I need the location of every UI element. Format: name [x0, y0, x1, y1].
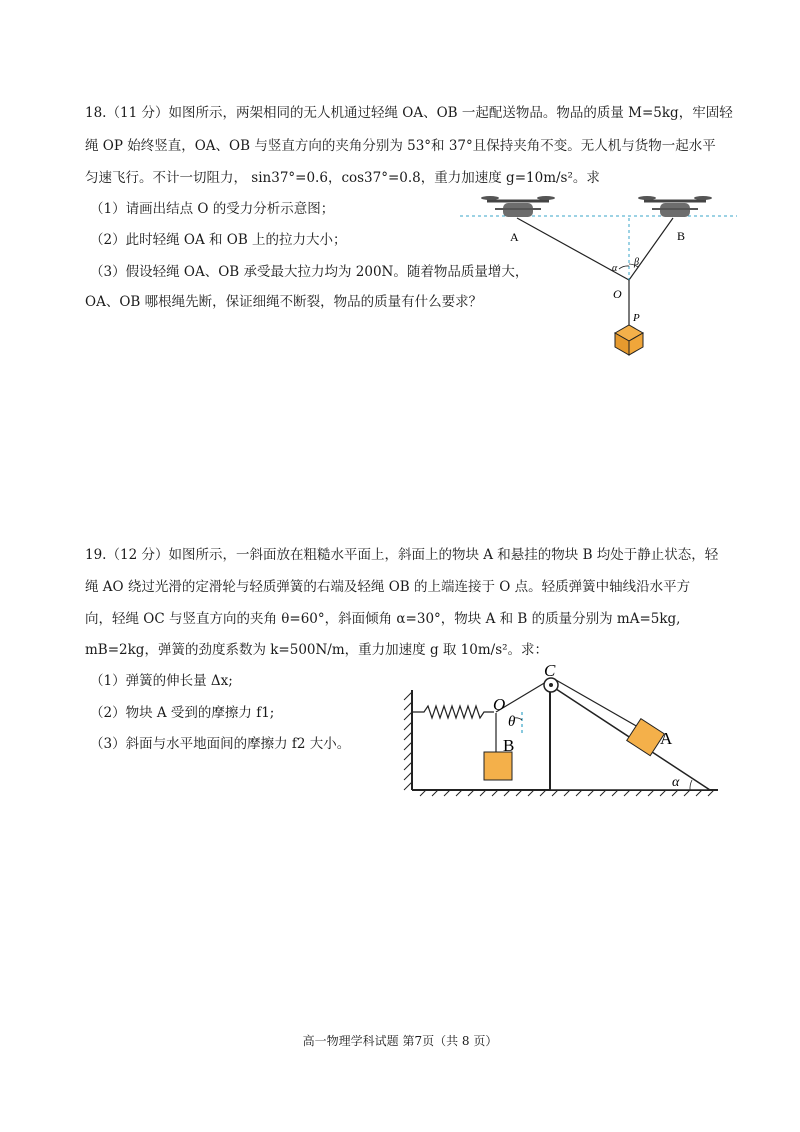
rope-ob	[629, 218, 673, 280]
q18-drone-figure	[455, 185, 745, 360]
q18-part-1: （1）请画出结点 O 的受力分析示意图；	[90, 201, 335, 217]
q18-points: （11 分）	[106, 105, 169, 121]
q18-part-3b: OA、OB 哪根绳先断，保证细绳不断裂，物品的质量有什么要求？	[85, 294, 483, 310]
q19-incline-figure	[400, 660, 725, 800]
label-alpha: α	[672, 775, 680, 790]
q18-line-3: 匀速飞行。不计一切阻力， sin37°=0.6，cos37°=0.8，重力加速度 g=10m/s²。求	[85, 170, 600, 186]
page-footer: 高一物理学科试题 第7页（共 8 页）	[302, 1034, 498, 1048]
q19-part-1: （1）弹簧的伸长量 Δx;	[90, 673, 233, 689]
q19-line-1	[85, 545, 718, 565]
drone-a-icon	[481, 196, 555, 217]
q18-part-3a: （3）假设轻绳 OA、OB 承受最大拉力均为 200N。随着物品质量增大，	[90, 264, 529, 280]
block-b	[484, 752, 512, 780]
package-cube-icon	[615, 325, 643, 355]
spring	[412, 706, 494, 718]
label-a: A	[510, 230, 519, 244]
label-alpha: α	[612, 263, 618, 274]
q18-line-2: 绳 OP 始终竖直，OA、OB 与竖直方向的夹角分别为 53°和 37°且保持夹角不变。无人机与货物一起水平	[85, 138, 716, 154]
label-o: O	[493, 695, 506, 714]
drone-b-icon	[638, 196, 712, 217]
label-beta: β	[634, 257, 639, 268]
q18-part-2: （2）此时轻绳 OA 和 OB 上的拉力大小；	[90, 232, 347, 248]
q19-number: 19.	[85, 547, 107, 563]
q19-line-2: 绳 AO 绕过光滑的定滑轮与轻质弹簧的右端及轻绳 OB 的上端连接于 O 点。轻质弹簧中轴线沿水平方	[85, 579, 691, 595]
q19-line-4: mB=2kg，弹簧的劲度系数为 k=500N/m，重力加速度 g 取 10m/s²。求：	[85, 642, 549, 658]
label-c: C	[544, 661, 556, 680]
label-o: O	[613, 287, 622, 301]
q19-part-2: （2）物块 A 受到的摩擦力 f1;	[90, 705, 275, 721]
q18-line-1	[85, 103, 733, 123]
label-b: B	[503, 736, 515, 755]
q19-part-3: （3）斜面与水平地面间的摩擦力 f2 大小。	[90, 736, 351, 752]
label-p: P	[633, 312, 640, 324]
q19-line-3: 向，轻绳 OC 与竖直方向的夹角 θ=60°，斜面倾角 α=30°，物块 A 和 B 的质量分别为 mA=5kg,	[85, 611, 681, 627]
q19-line1-text: 如图所示，一斜面放在粗糙水平面上，斜面上的物块 A 和悬挂的物块 B 均处于静止状态，轻	[168, 547, 719, 563]
label-b: B	[677, 229, 686, 243]
label-theta: θ	[508, 714, 516, 730]
q18-line1-text: 如图所示，两架相同的无人机通过轻绳 OA、OB 一起配送物品。物品的质量 M=5kg，牢固轻	[168, 105, 733, 121]
q18-number: 18.	[85, 105, 107, 121]
label-a: A	[660, 729, 673, 748]
q19-points: （12 分）	[106, 547, 169, 563]
